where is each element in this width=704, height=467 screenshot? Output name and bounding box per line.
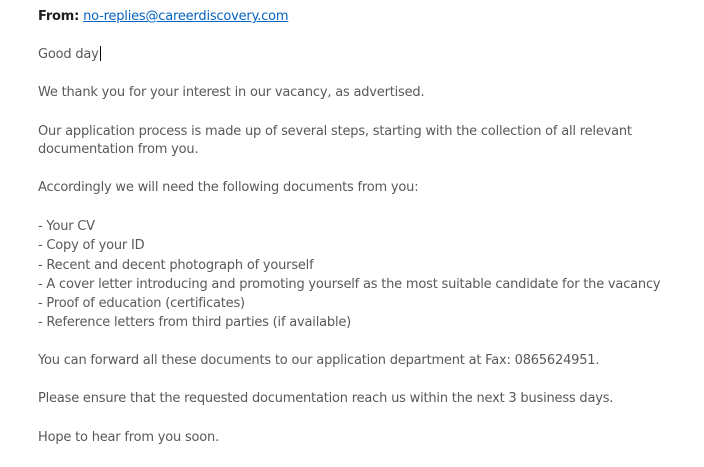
document-list-item: - Your CV — [38, 219, 95, 234]
documents-intro: Accordingly we will need the following documents from you: — [38, 180, 419, 195]
process-paragraph-line-2: documentation from you. — [38, 142, 199, 157]
greeting-text: Good day — [38, 47, 99, 62]
document-list-item: - Recent and decent photograph of yourself — [38, 258, 314, 273]
document-list-item: - Proof of education (certificates) — [38, 296, 245, 311]
process-paragraph-line-1: Our application process is made up of several steps, starting with the collection of all relevant — [38, 124, 632, 139]
forward-note: You can forward all these documents to our application department at Fax: 0865624951. — [38, 353, 600, 368]
document-list-item: - A cover letter introducing and promoting yourself as the most suitable candidate for the vacancy — [38, 277, 661, 292]
document-list-item: - Copy of your ID — [38, 238, 145, 253]
closing-line: Hope to hear from you soon. — [38, 430, 220, 445]
from-label: From: — [38, 9, 80, 24]
text-cursor — [100, 46, 101, 61]
deadline-note: Please ensure that the requested documentation reach us within the next 3 business days. — [38, 391, 614, 406]
sender-email-link[interactable]: no-replies@careerdiscovery.com — [83, 9, 289, 24]
document-list-item: - Reference letters from third parties (if available) — [38, 315, 352, 330]
from-line — [38, 7, 288, 26]
greeting-line[interactable] — [38, 45, 101, 64]
intro-paragraph: We thank you for your interest in our vacancy, as advertised. — [38, 85, 425, 100]
